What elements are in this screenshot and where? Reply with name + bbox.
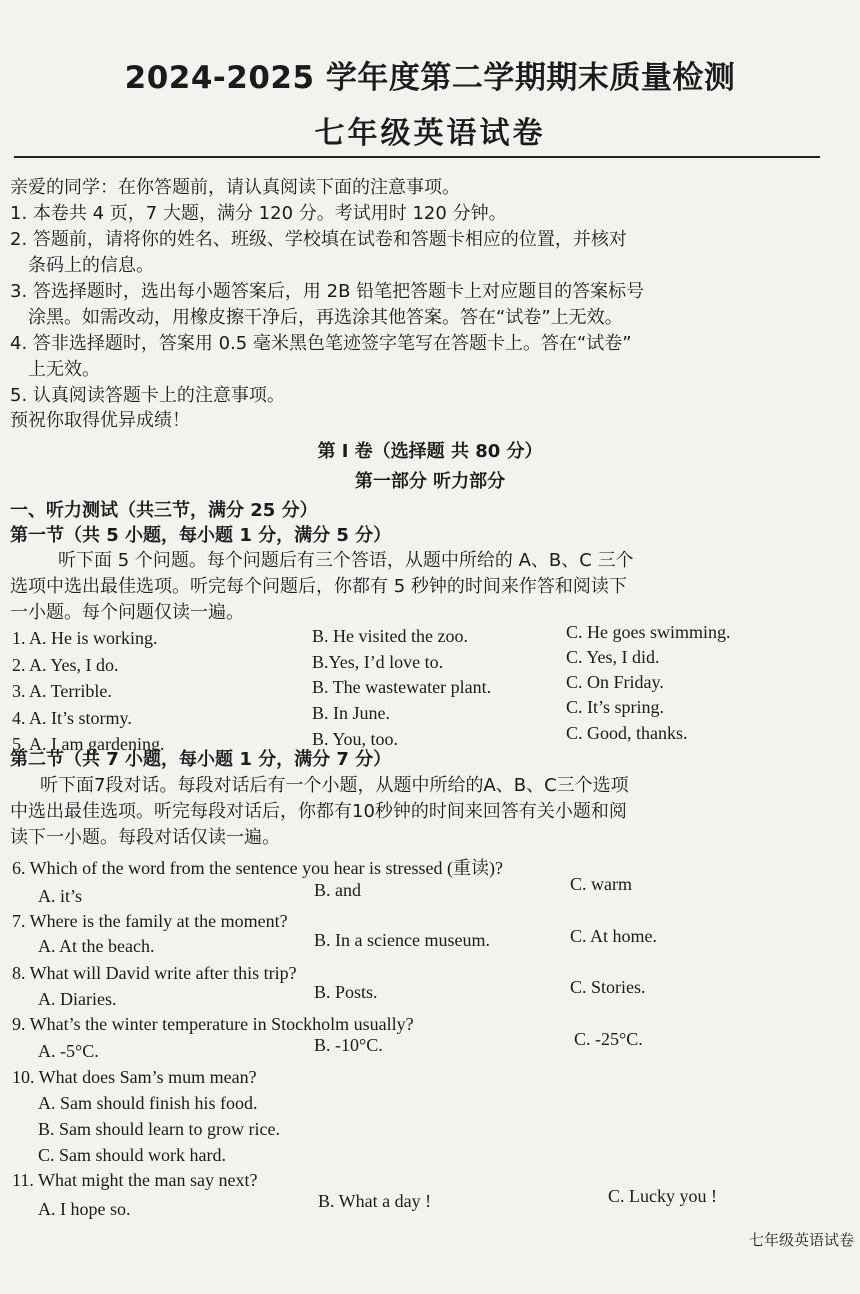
q4-option-b: B. In June. (312, 703, 390, 723)
q9-option-c: C. -25°C. (574, 1029, 643, 1049)
section1-directions: 一小题。每个问题仅读一遍。 (10, 602, 244, 623)
q11-question: 11. What might the man say next? (12, 1170, 258, 1190)
q7-option-b: B. In a science museum. (314, 930, 490, 950)
q3-option-b: B. The wastewater plant. (312, 677, 492, 697)
section2-heading: 第二节（共 7 小题，每小题 1 分，满分 7 分） (10, 749, 392, 770)
section2-directions: 中选出最佳选项。听完每段对话后，你都有10秒钟的时间来回答有关小题和阅 (10, 801, 627, 822)
section1-heading: 第一节（共 5 小题，每小题 1 分，满分 5 分） (10, 525, 392, 546)
instruction-line: 1. 本卷共 4 页，7 大题，满分 120 分。考试用时 120 分钟。 (10, 203, 507, 224)
q4-option-a: 4. A. It’s stormy. (12, 708, 132, 728)
instruction-line: 条码上的信息。 (28, 255, 154, 276)
section2-directions: 读下一小题。每段对话仅读一遍。 (10, 827, 280, 848)
q10-option-a: A. Sam should finish his food. (38, 1093, 258, 1113)
instruction-line: 涂黑。如需改动，用橡皮擦干净后，再选涂其他答案。答在“试卷”上无效。 (28, 307, 623, 328)
exam-title: 2024-2025 学年度第二学期期末质量检测 (124, 60, 736, 96)
q11-option-a: A. I hope so. (38, 1199, 131, 1219)
q2-option-a: 2. A. Yes, I do. (12, 655, 119, 675)
q6-option-a: A. it’s (38, 886, 83, 906)
q6-question: 6. Which of the word from the sentence you hear is stressed (重读)? (12, 858, 504, 878)
section1-directions: 选项中选出最佳选项。听完每个问题后，你都有 5 秒钟的时间来作答和阅读下 (10, 576, 627, 597)
instruction-line: 5. 认真阅读答题卡上的注意事项。 (10, 385, 285, 406)
q5-option-c: C. Good, thanks. (566, 723, 688, 743)
q1-option-b: B. He visited the zoo. (312, 626, 468, 646)
instruction-line: 4. 答非选择题时，答案用 0.5 毫米黑色笔迹签字笔写在答题卡上。答在“试卷” (10, 333, 632, 354)
q7-option-a: A. At the beach. (38, 936, 155, 956)
q1-option-c: C. He goes swimming. (566, 622, 731, 642)
instructions-greeting: 亲爱的同学：在你答题前，请认真阅读下面的注意事项。 (10, 177, 460, 198)
q1-option-a: 1. A. He is working. (12, 628, 158, 648)
q11-option-b: B. What a day ! (318, 1191, 432, 1211)
instruction-line: 2. 答题前，请将你的姓名、班级、学校填在试卷和答题卡相应的位置，并核对 (10, 229, 627, 250)
instruction-line: 上无效。 (28, 359, 100, 380)
q5-option-a: 5. A. I am gardening. (12, 734, 165, 754)
section2-directions: 听下面7段对话。每段对话后有一个小题，从题中所给的A、B、C三个选项 (40, 775, 629, 796)
q10-question: 10. What does Sam’s mum mean? (12, 1067, 257, 1087)
q8-option-c: C. Stories. (570, 977, 646, 997)
q7-question: 7. Where is the family at the moment? (12, 911, 288, 931)
q8-option-a: A. Diaries. (38, 989, 117, 1009)
q3-option-c: C. On Friday. (566, 672, 664, 692)
section1-directions: 听下面 5 个问题。每个问题后有三个答语，从题中所给的 A、B、C 三个 (58, 550, 634, 571)
exam-subtitle: 七年级英语试卷 (314, 116, 546, 151)
q5-option-b: B. You, too. (312, 729, 399, 749)
q10-option-b: B. Sam should learn to grow rice. (38, 1119, 280, 1139)
section-heading: 一、听力测试（共三节，满分 25 分） (10, 500, 318, 521)
q7-option-c: C. At home. (570, 926, 658, 946)
page-footer: 七年级英语试卷 (748, 1231, 854, 1249)
q9-option-b: B. -10°C. (314, 1035, 383, 1055)
q9-question: 9. What’s the winter temperature in Stockholm usually? (12, 1014, 414, 1034)
q11-option-c: C. Lucky you ! (608, 1186, 717, 1206)
part-heading: 第一部分 听力部分 (354, 471, 506, 492)
q6-option-b: B. and (314, 880, 361, 900)
q9-option-a: A. -5°C. (38, 1041, 99, 1061)
volume-heading: 第 I 卷（选择题 共 80 分） (317, 441, 543, 462)
instructions-wish: 预祝你取得优异成绩！ (10, 410, 190, 431)
q2-option-c: C. Yes, I did. (566, 647, 660, 667)
instruction-line: 3. 答选择题时，选出每小题答案后，用 2B 铅笔把答题卡上对应题目的答案标号 (10, 281, 645, 302)
q8-option-b: B. Posts. (314, 982, 378, 1002)
q3-option-a: 3. A. Terrible. (12, 681, 112, 701)
q6-option-c: C. warm (570, 874, 632, 894)
q10-option-c: C. Sam should work hard. (38, 1145, 226, 1165)
q8-question: 8. What will David write after this trip? (12, 963, 297, 983)
q4-option-c: C. It’s spring. (566, 697, 665, 717)
title-divider (14, 156, 820, 158)
q2-option-b: B.Yes, I’d love to. (312, 652, 444, 672)
